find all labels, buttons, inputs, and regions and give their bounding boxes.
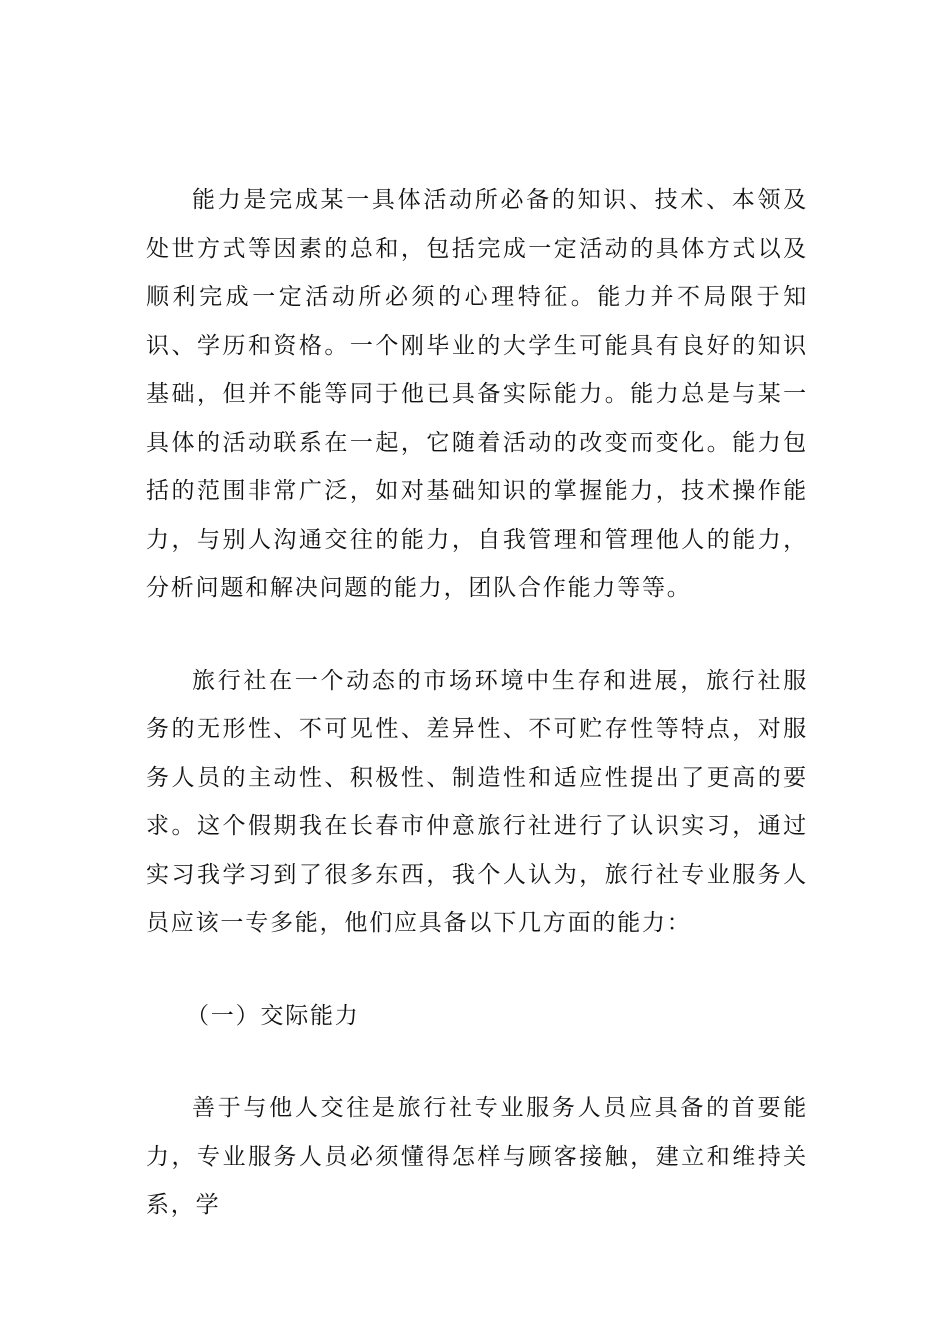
section-heading: （一）交际能力 xyxy=(186,1002,360,1029)
body-paragraph-travel-agency: 旅行社在一个动态的市场环境中生存和进展，旅行社服务的无形性、不可见性、差异性、不可贮存性等特点，对服务人员的主动性、积极性、制造性和适应性提出了更高的要求。这个假期我在长春市仲意旅行社进行了认识实习，通过实习我学习到了很多东西，我个人认为，旅行社专业服务人员应该一专多能，他们应具备以下几方面的能力： xyxy=(146,667,808,936)
body-paragraph-communication: 善于与他人交往是旅行社专业服务人员应具备的首要能力，专业服务人员必须懂得怎样与顾客接触，建立和维持关系，学 xyxy=(146,1095,808,1218)
body-paragraph-ability: 能力是完成某一具体活动所必备的知识、技术、本领及处世方式等因素的总和，包括完成一定活动的具体方式以及顺利完成一定活动所必须的心理特征。能力并不局限于知识、学历和资格。一个刚毕业的大学生可能具有良好的知识基础，但并不能等同于他已具备实际能力。能力总是与某一具体的活动联系在一起，它随着活动的改变而变化。能力包括的范围非常广泛，如对基础知识的掌握能力，技术操作能力，与别人沟通交往的能力，自我管理和管理他人的能力，分析问题和解决问题的能力，团队合作能力等等。 xyxy=(146,187,808,601)
